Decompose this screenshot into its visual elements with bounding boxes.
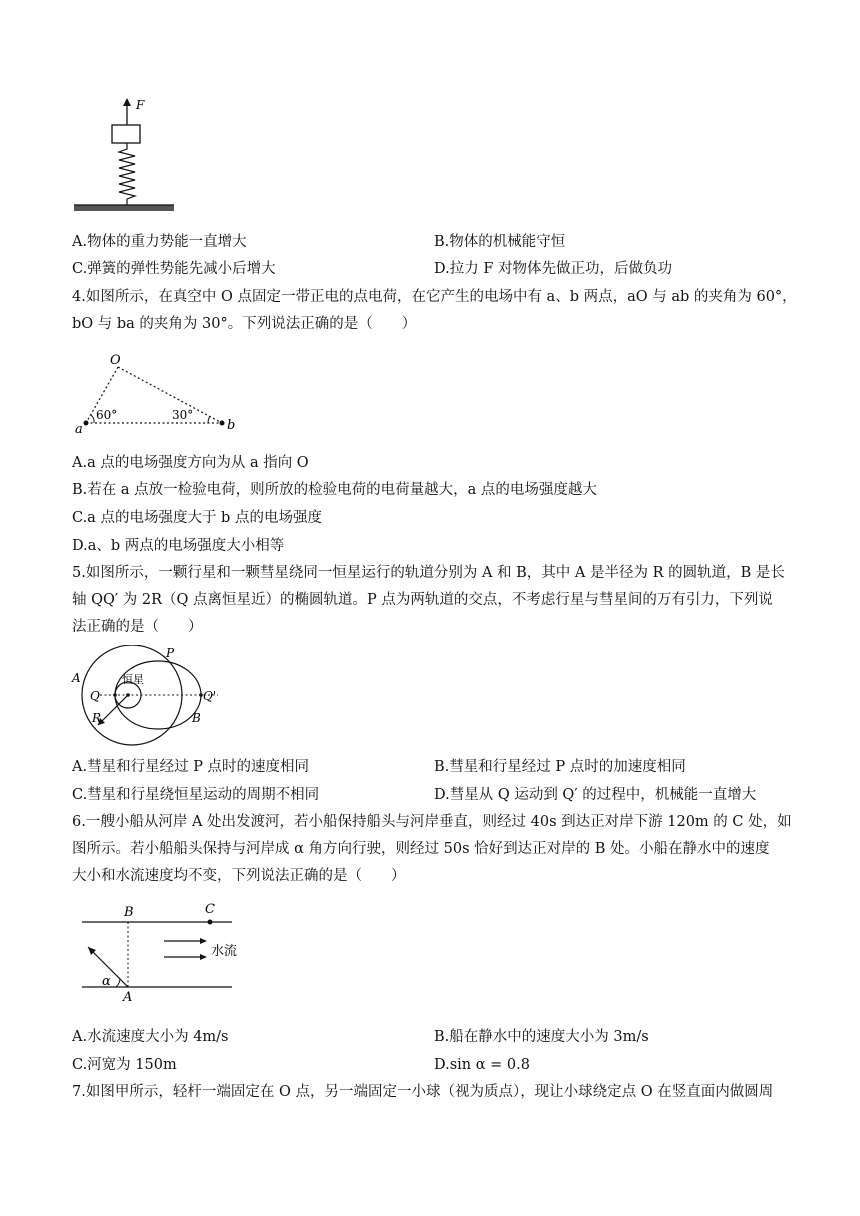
point-b <box>220 421 225 426</box>
q3-option-b: B.物体的机械能守恒 <box>434 234 566 250</box>
q5-orbit-figure <box>70 645 230 750</box>
q6-option-d: D.sin α = 0.8 <box>434 1057 530 1073</box>
q6-option-c: C.河宽为 150m <box>72 1057 177 1073</box>
label-a: A <box>72 671 81 685</box>
q7-stem-line-1: 7.如图甲所示，轻杆一端固定在 O 点，另一端固定一小球（视为质点），现让小球绕定点 O 在竖直面内做圆周 <box>72 1084 774 1100</box>
label-b: B <box>124 905 134 920</box>
q4-stem-line-2: bO 与 ba 的夹角为 30°。下列说法正确的是（ ） <box>72 316 417 332</box>
q4-stem-line-1: 4.如图所示，在真空中 O 点固定一带正电的点电荷，在它产生的电场中有 a、b 两点，aO 与 ab 的夹角为 60°， <box>72 289 797 305</box>
label-q-prime: Q' <box>203 689 217 703</box>
q5-option-d: D.彗星从 Q 运动到 Q′ 的过程中，机械能一直增大 <box>434 787 757 803</box>
label-a: a <box>75 422 83 437</box>
label-flow: 水流 <box>211 944 238 959</box>
q4-option-c: C.a 点的电场强度大于 b 点的电场强度 <box>72 510 322 526</box>
q3-option-a: A.物体的重力势能一直增大 <box>72 234 247 250</box>
q5-option-b: B.彗星和行星经过 P 点时的加速度相同 <box>434 759 686 775</box>
ground <box>74 205 174 211</box>
q4-option-d: D.a、b 两点的电场强度大小相等 <box>72 538 285 554</box>
label-star: 恒星 <box>122 673 144 686</box>
q5-stem-line-3: 法正确的是（ ） <box>72 619 203 635</box>
label-b: b <box>227 418 236 433</box>
q5-option-a: A.彗星和行星经过 P 点时的速度相同 <box>72 759 310 775</box>
q6-option-b: B.船在静水中的速度大小为 3m/s <box>434 1029 649 1045</box>
q6-stem-line-3: 大小和水流速度均不变，下列说法正确的是（ ） <box>72 868 406 884</box>
q6-stem-line-1: 6.一艘小船从河岸 A 处出发渡河，若小船保持船头与河岸垂直，则经过 40s 到达正对岸下游 120m 的 C 处，如 <box>72 814 792 830</box>
label-o: O <box>110 353 121 368</box>
label-q: Q <box>90 689 100 703</box>
point-c <box>208 920 213 925</box>
q3-spring-figure <box>70 95 180 220</box>
point-a <box>84 421 89 426</box>
flow-arrows <box>164 938 207 960</box>
q4-option-b: B.若在 a 点放一检验电荷，则所放的检验电荷的电荷量越大，a 点的电场强度越大 <box>72 482 597 498</box>
label-a: A <box>123 990 133 1005</box>
label-b: B <box>192 711 201 725</box>
force-label: F <box>136 98 145 112</box>
q5-stem-line-1: 5.如图所示，一颗行星和一颗彗星绕同一恒星运行的轨道分别为 A 和 B，其中 A 是半径为 R 的圆轨道，B 是长 <box>72 565 785 581</box>
q4-triangle-figure <box>70 345 245 440</box>
label-p: P <box>166 646 175 660</box>
q6-option-a: A.水流速度大小为 4m/s <box>72 1029 229 1045</box>
q6-stem-line-2: 图所示。若小船船头保持与河岸成 α 角方向行驶，则经过 50s 恰好到达正对岸的 B 处。小船在静水中的速度 <box>72 841 770 857</box>
label-c: C <box>205 902 215 917</box>
block <box>112 125 140 143</box>
q5-option-c: C.彗星和行星绕恒星运动的周期不相同 <box>72 787 320 803</box>
q5-stem-line-2: 轴 QQ′ 为 2R（Q 点离恒星近）的椭圆轨道。P 点为两轨道的交点，不考虑行星与彗星间的万有引力，下列说 <box>72 592 773 608</box>
q3-option-d: D.拉力 F 对物体先做正功，后做负功 <box>434 261 672 277</box>
label-angle-30: 30° <box>172 408 194 422</box>
label-r: R <box>92 711 102 725</box>
q4-option-a: A.a 点的电场强度方向为从 a 指向 O <box>72 455 309 471</box>
force-arrow <box>123 98 131 125</box>
label-alpha: α <box>102 974 111 989</box>
label-angle-60: 60° <box>96 408 118 422</box>
spring <box>119 143 135 205</box>
q6-river-figure <box>70 897 240 1007</box>
q3-option-c: C.弹簧的弹性势能先减小后增大 <box>72 261 276 277</box>
